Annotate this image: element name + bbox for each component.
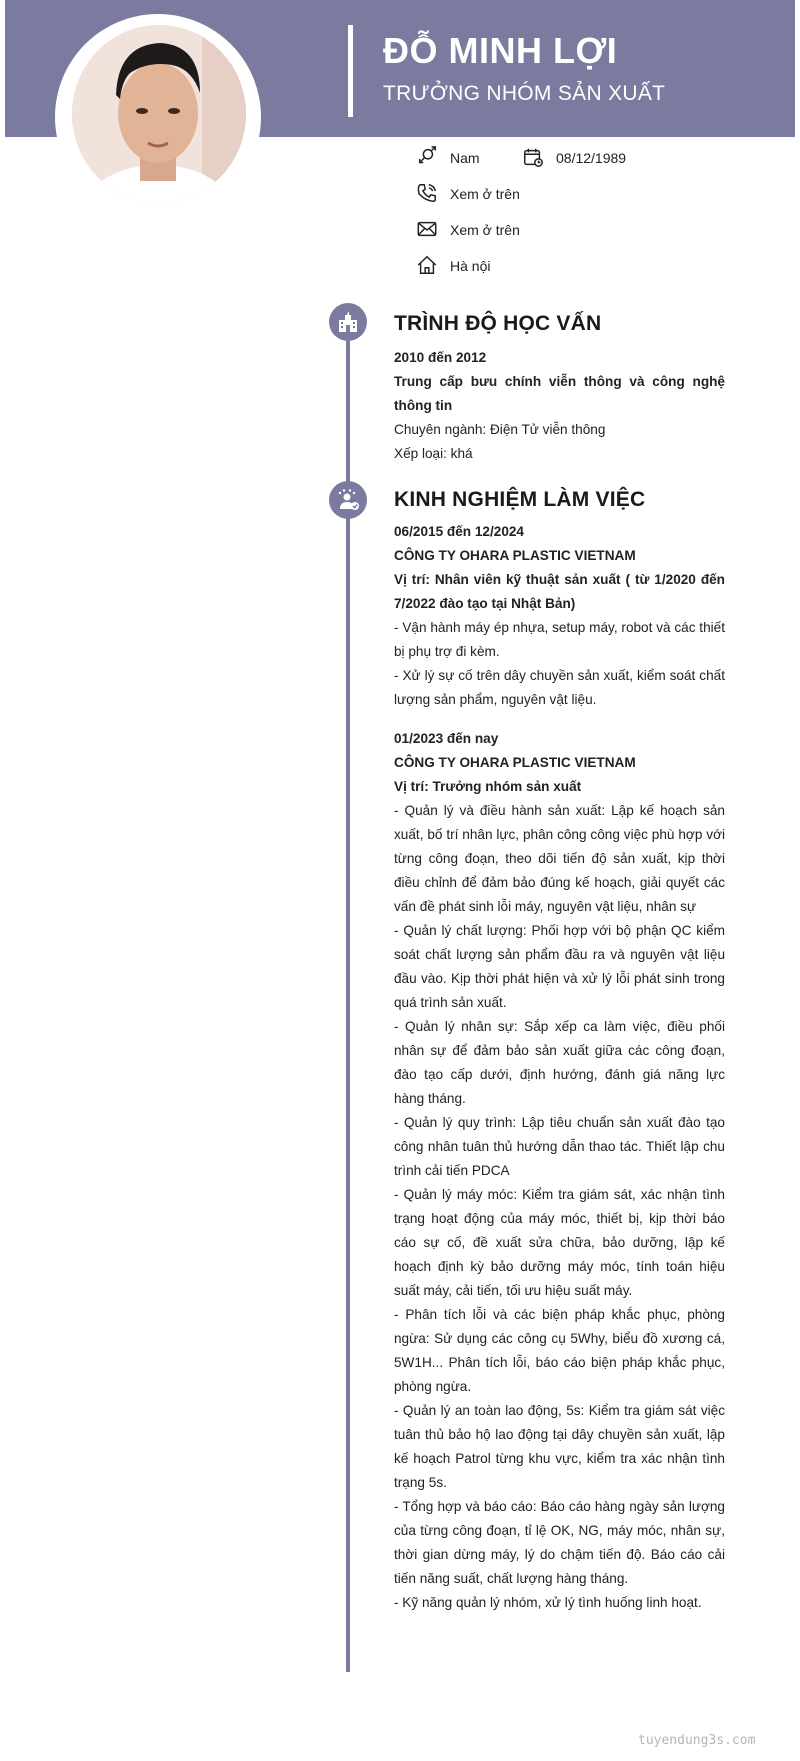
job-period: 06/2015 đến 12/2024 [394,524,524,539]
calendar-icon [522,146,544,168]
education-grade: Xếp loại: khá [394,446,473,461]
job-detail: - Tổng hợp và báo cáo: Báo cáo hàng ngày sản lượng của từng công đoạn, tỉ lệ OK, NG, máy móc, nhân sự, thời gian dừng máy, lý do chậm tiến độ. Báo cáo cải tiến năng suất, chất lượng hàng tháng. [394,1499,725,1586]
job-company: CÔNG TY OHARA PLASTIC VIETNAM [394,548,636,563]
job-entry [394,520,725,712]
avatar [72,25,246,203]
job-period: 01/2023 đến nay [394,731,499,746]
header-divider [348,25,353,117]
job-detail: - Quản lý an toàn lao động, 5s: Kiểm tra giám sát việc tuân thủ bảo hộ lao động tại dây chuyền sản xuất, lập kế hoạch Patrol từng khu vực, kiểm tra xác nhận tình trạng 5s. [394,1403,725,1490]
experience-heading: KINH NGHIỆM LÀM VIỆC [394,488,646,511]
job-position: Vị trí: Trưởng nhóm sản xuất [394,779,582,794]
phone-icon [416,182,438,204]
job-entry [394,727,725,1615]
job-detail: - Quản lý chất lượng: Phối hợp với bộ phận QC kiểm soát chất lượng sản phẩm đầu ra và nguyên vật liệu đầu vào. Kịp thời phát hiện và xử lý lỗi phát sinh trong quá trình sản xuất. [394,923,725,1010]
job-detail: - Xử lý sự cố trên dây chuyền sản xuất, kiểm soát chất lượng sản phẩm, nguyên vật liệu. [394,668,725,707]
job-detail: - Vận hành máy ép nhựa, setup máy, robot và các thiết bị phụ trợ đi kèm. [394,620,725,659]
job-company: CÔNG TY OHARA PLASTIC VIETNAM [394,755,636,770]
education-major: Chuyên ngành: Điện Tử viễn thông [394,422,606,437]
timeline-line [346,320,350,1672]
education-period: 2010 đến 2012 [394,350,487,365]
experience-icon [329,481,367,519]
job-detail: - Phân tích lỗi và các biện pháp khắc phục, phòng ngừa: Sử dụng các công cụ 5Why, biểu đồ xương cá, 5W1H... Phân tích lỗi, báo cáo biện pháp khắc phục, phòng ngừa. [394,1307,725,1394]
job-detail: - Quản lý máy móc: Kiểm tra giám sát, xác nhận tình trạng hoạt động của máy móc, thiết bị, kịp thời báo cáo sự cố, đề xuất sửa chữa, bảo dưỡng, lập kế hoạch định kỳ bảo dưỡng máy móc, tính toán hiệu suất máy, cải tiến, tối ưu hiệu suất máy. [394,1187,725,1298]
home-icon [416,254,438,276]
address-value: Hà nội [450,258,491,274]
job-detail: - Quản lý và điều hành sản xuất: Lập kế hoạch sản xuất, bố trí nhân lực, phân công công việc phù hợp với từng công đoạn, theo dõi tiến độ sản xuất, kịp thời điều chỉnh để đảm bảo đúng kế hoạch, giải quyết các vấn đề phát sinh lỗi máy, nguyên vật liệu, nhân sự [394,803,725,914]
email-value: Xem ở trên [450,222,520,238]
watermark: tuyendung3s.com [638,1733,756,1748]
job-detail: - Quản lý nhân sự: Sắp xếp ca làm việc, điều phối nhân sự để đảm bảo sản xuất giữa các công đoạn, đào tạo cấp dưới, định hướng, đánh giá năng lực hàng tháng. [394,1019,725,1106]
job-detail: - Kỹ năng quản lý nhóm, xử lý tình huống linh hoạt. [394,1595,702,1610]
education-heading: TRÌNH ĐỘ HỌC VẤN [394,312,602,335]
education-icon [329,303,367,341]
candidate-name: ĐỖ MINH LỢI [383,30,618,71]
education-school: Trung cấp bưu chính viễn thông và công nghệ thông tin [394,374,725,413]
candidate-title: TRƯỞNG NHÓM SẢN XUẤT [383,82,666,105]
job-position: Vị trí: Nhân viên kỹ thuật sản xuất ( từ 1/2020 đến 7/2022 đào tạo tại Nhật Bản) [394,572,725,611]
gender-icon [416,146,438,168]
education-block [394,346,725,466]
birthday-value: 08/12/1989 [556,150,627,166]
job-detail: - Quản lý quy trình: Lập tiêu chuẩn sản xuất đào tạo công nhân tuân thủ hướng dẫn thao tác. Thiết lập chu trình cải tiến PDCA [394,1115,725,1178]
phone-value: Xem ở trên [450,186,520,202]
gender-value: Nam [450,150,480,166]
mail-icon [416,218,438,240]
